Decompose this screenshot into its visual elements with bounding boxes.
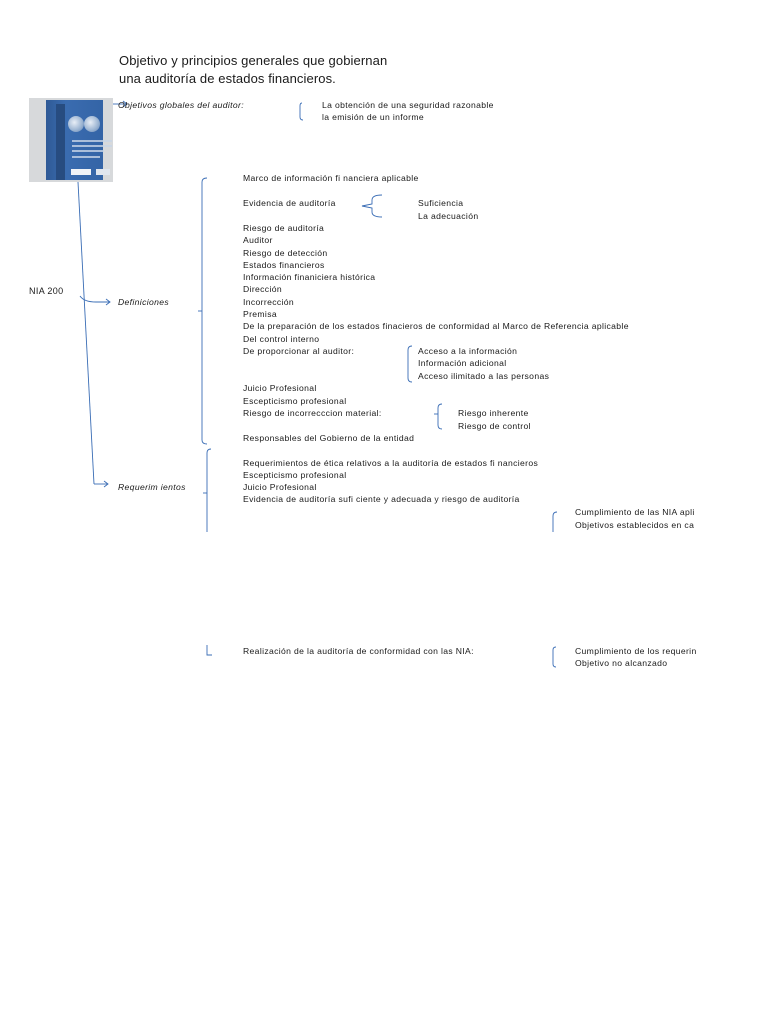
definicion-item: Estados financieros bbox=[243, 260, 325, 270]
definicion-item: Premisa bbox=[243, 309, 277, 319]
riesgo-sub-item: Riesgo de control bbox=[458, 421, 531, 431]
riesgo-sub-item: Riesgo inherente bbox=[458, 408, 529, 418]
definicion-item: Evidencia de auditoría bbox=[243, 198, 336, 208]
definicion-item: Riesgo de detección bbox=[243, 248, 328, 258]
requerimiento-sub-item: Objetivos establecidos en ca bbox=[575, 520, 695, 530]
root-label: NIA 200 bbox=[29, 286, 64, 296]
definicion-item: Información finaniciera histórica bbox=[243, 272, 376, 282]
definicion-item: Responsables del Gobierno de la entidad bbox=[243, 433, 415, 443]
definicion-item: Marco de información fi nanciera aplicable bbox=[243, 173, 419, 183]
objetivos-label: Objetivos globales del auditor: bbox=[118, 100, 244, 110]
requerimiento-sub-item: Cumplimiento de las NIA apli bbox=[575, 507, 695, 517]
evidencia-sub-item: Suficiencia bbox=[418, 198, 464, 208]
realizacion-item: Realización de la auditoría de conformidad con las NIA: bbox=[243, 646, 474, 656]
objetivos-item: La obtención de una seguridad razonable bbox=[322, 100, 494, 110]
definicion-item: De la preparación de los estados finacieros de conformidad al Marco de Referencia aplicable bbox=[243, 321, 629, 331]
definicion-item: Dirección bbox=[243, 284, 282, 294]
page-title-line-2: una auditoría de estados financieros. bbox=[119, 71, 336, 86]
requerimiento-item: Juicio Profesional bbox=[243, 482, 317, 492]
requerimiento-item: Requerimientos de ética relativos a la auditoría de estados fi nancieros bbox=[243, 458, 539, 468]
realizacion-sub-item: Objetivo no alcanzado bbox=[575, 658, 668, 668]
requerimiento-item: Evidencia de auditoría sufi ciente y adecuada y riesgo de auditoría bbox=[243, 494, 520, 504]
realizacion-sub-item: Cumplimiento de los requerin bbox=[575, 646, 697, 656]
proporcionar-sub-item: Acceso a la información bbox=[418, 346, 518, 356]
definiciones-label: Definiciones bbox=[118, 297, 170, 307]
proporcionar-sub-item: Acceso ilimitado a las personas bbox=[418, 371, 550, 381]
definicion-item: Riesgo de incorrecccion material: bbox=[243, 408, 382, 418]
definicion-item: Riesgo de auditoría bbox=[243, 223, 325, 233]
definicion-item: De proporcionar al auditor: bbox=[243, 346, 355, 356]
definicion-item: Del control interno bbox=[243, 334, 320, 344]
page-title-line-1: Objetivo y principios generales que gobiernan bbox=[119, 53, 388, 68]
definicion-item: Juicio Profesional bbox=[243, 383, 317, 393]
requerimiento-item: Escepticismo profesional bbox=[243, 470, 347, 480]
evidencia-sub-item: La adecuación bbox=[418, 211, 479, 221]
definicion-item: Escepticismo profesional bbox=[243, 396, 347, 406]
definicion-item: Incorrección bbox=[243, 297, 295, 307]
requerimientos-label: Requerim ientos bbox=[118, 482, 186, 492]
objetivos-item: la emisión de un informe bbox=[322, 112, 425, 122]
proporcionar-sub-item: Información adicional bbox=[418, 358, 507, 368]
definicion-item: Auditor bbox=[243, 235, 273, 245]
